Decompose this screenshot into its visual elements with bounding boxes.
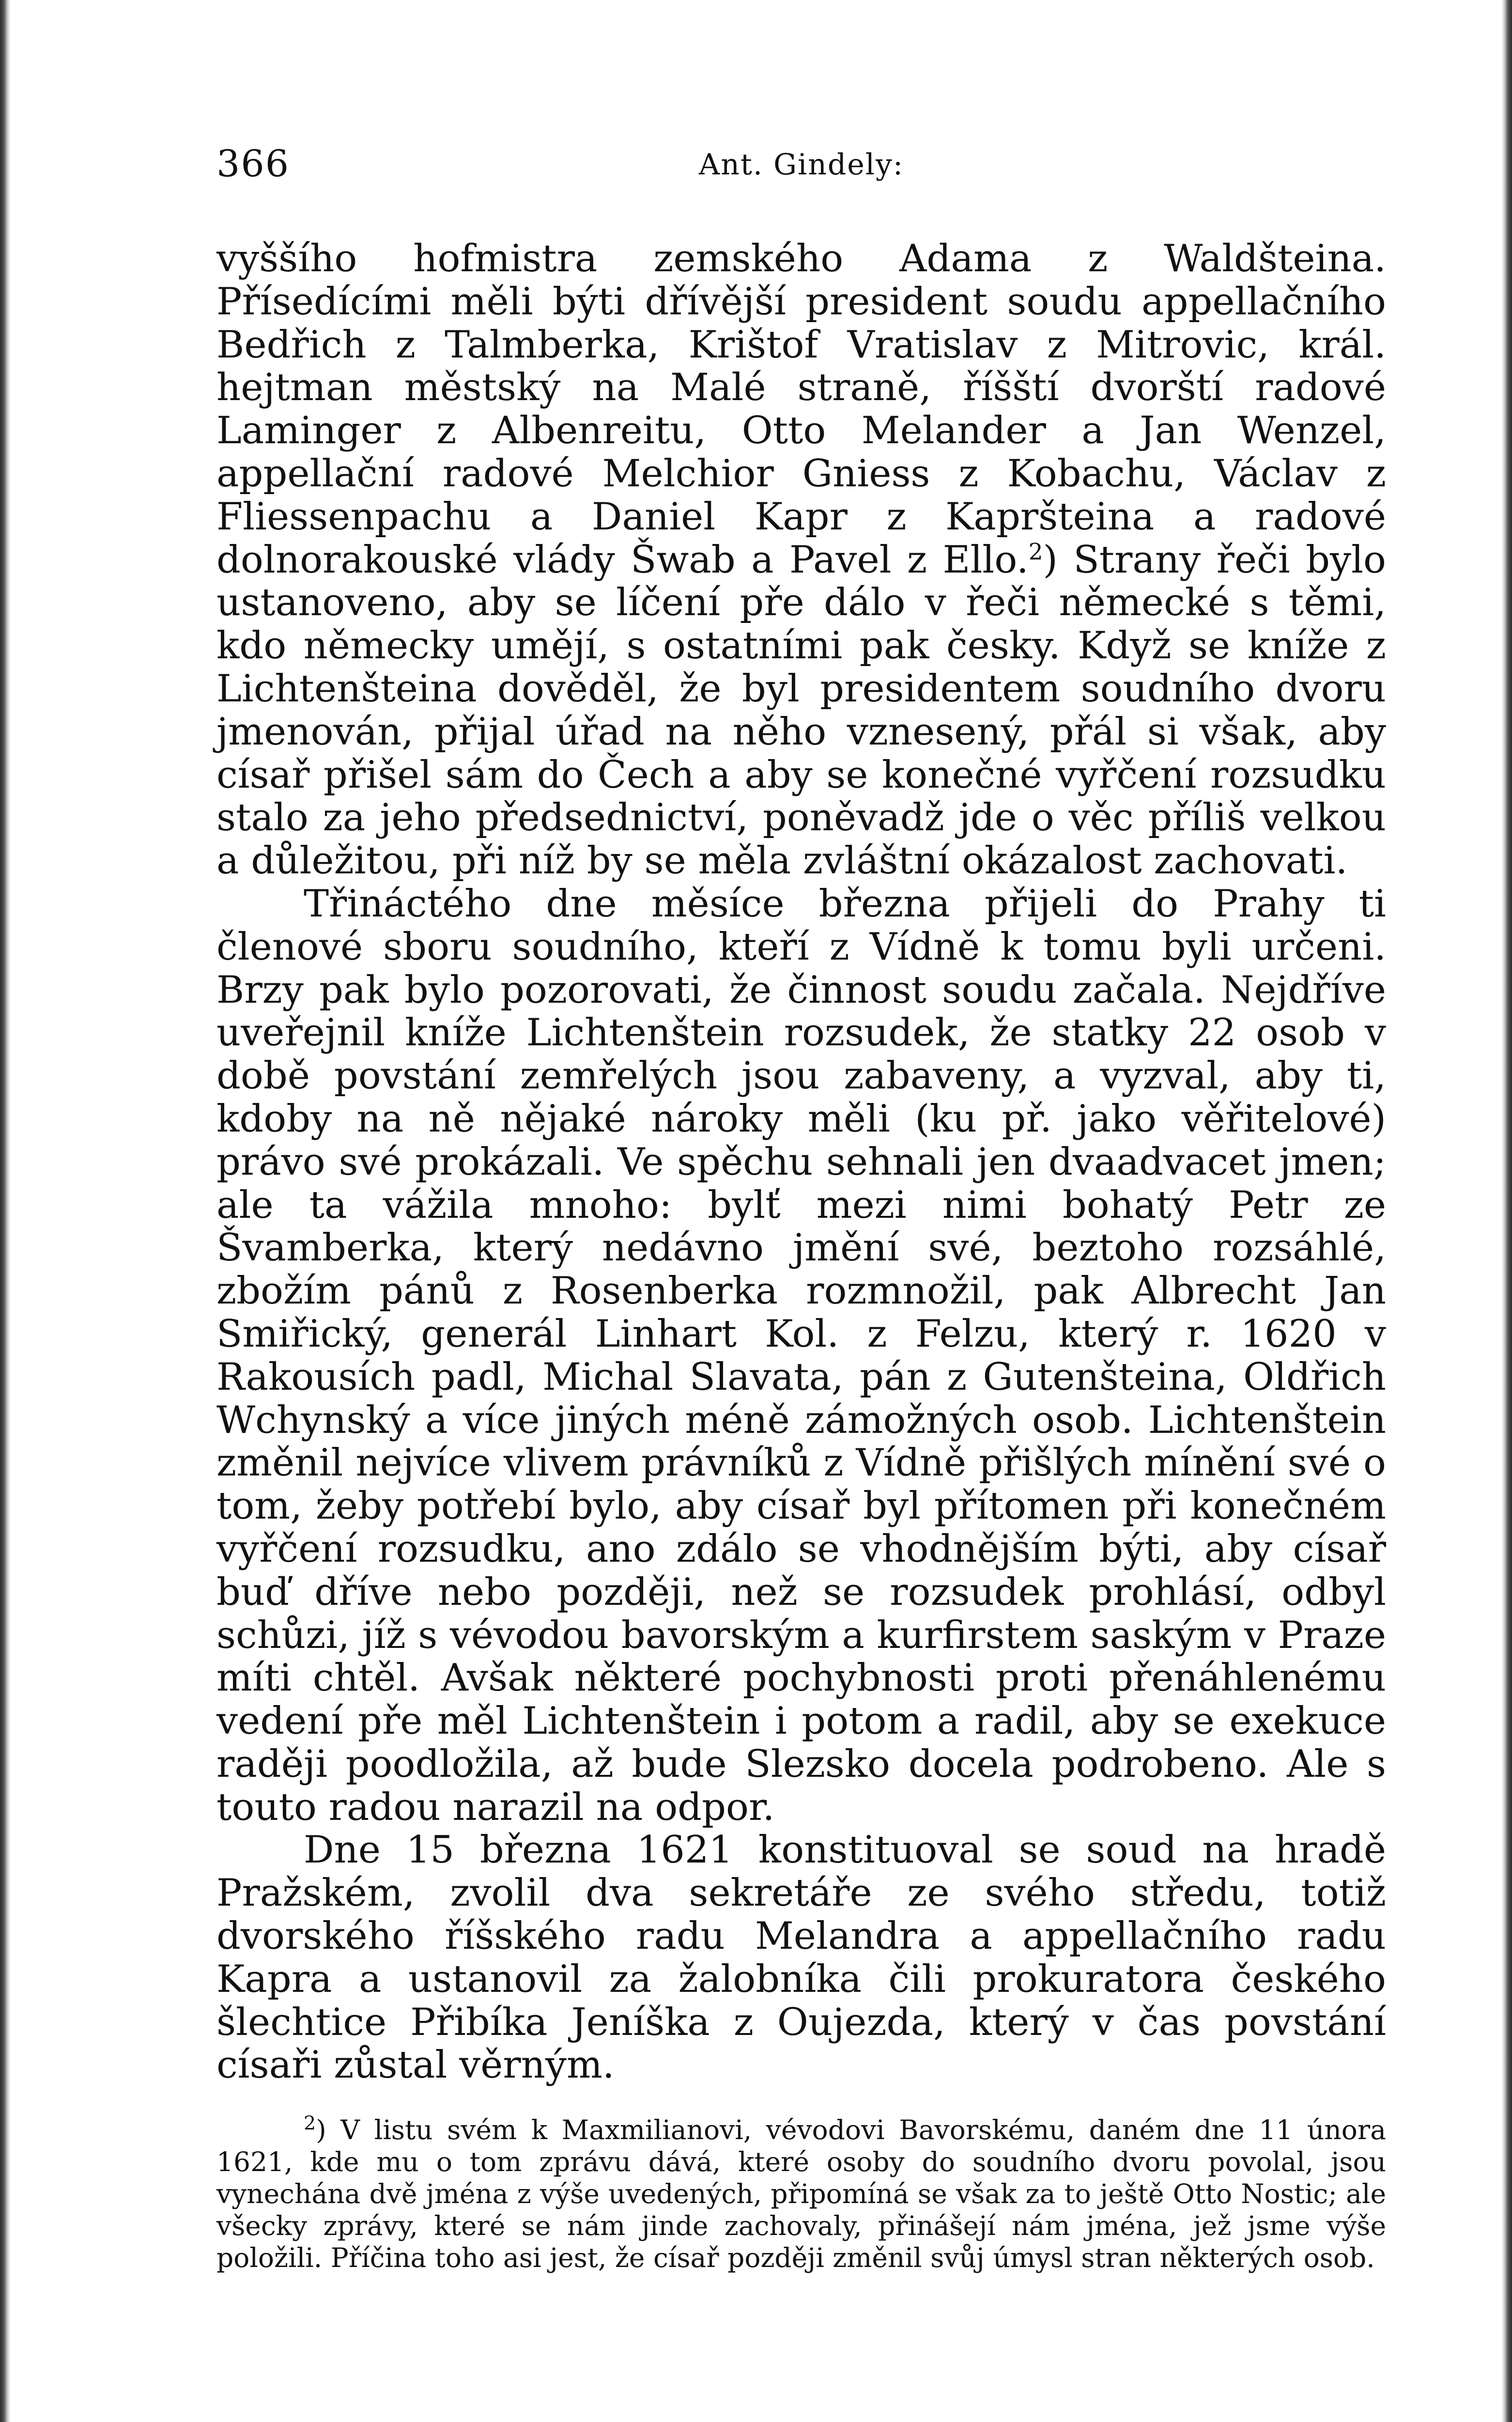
paragraph-2: Třináctého dne měsíce března přijeli do Prahy ti členové sboru soudního, kteří z Vídně k tomu byli určeni. Brzy pak bylo pozorovati, že činnost soudu začala. Nejdříve uveřejnil kníže Lichtenštein rozsudek, že statky 22 osob v době povstání zemřelých jsou zabaveny, a vyzval, aby ti, kdoby na ně nějaké nároky měli (ku př. jako věřitelové) právo své prokázali. Ve spěchu sehnali jen dvaadvacet jmen; ale ta vážila mnoho: bylť mezi nimi bohatý Petr ze Švamberka, který nedávno jmění své, beztoho rozsáhlé, zbožím pánů z Rosenberka rozmnožil, pak Albrecht Jan Smiřický, generál Linhart Kol. z Felzu, který r. 1620 v Rakousích padl, Michal Slavata, pán z Gutenšteina, Oldřich Wchynský a více jiných méně zámožných osob. Lichtenštein změnil nejvíce vlivem právníků z Vídně přišlých mínění své o tom, žeby potřebí bylo, aby císař byl přítomen při konečném vyřčení rozsudku, ano zdálo se vhodnějším býti, aby císař buď dříve nebo později, než se rozsudek prohlásí, odbyl schůzi, jíž s vévodou bavorským a kurfirstem saským v Praze míti chtěl. Avšak některé pochybnosti proti přenáhlenému vedení pře měl Lichtenštein i potom a radil, aby se exekuce raději poodložila, až bude Slezsko docela podrobeno. Ale s touto radou narazil na odpor. bbox=[216, 882, 1386, 1829]
running-head bbox=[216, 131, 1386, 184]
paragraph-1 bbox=[216, 237, 1386, 883]
footnote-text: ) V listu svém k Maxmilianovi, vévodovi Bavorskému, daném dne 11 února 1621, kde mu o tom zprávu dává, které osoby do soudního dvoru povolal, jsou vynechána dvě jména z výše uvedených, připomíná se však za to ještě Otto Nostic; ale všecky zprávy, které se nám jinde zachovaly, přinášejí nám jména, jež jsme výše položili. Příčina toho asi jest, že císař později změnil svůj úmysl stran některých osob. bbox=[216, 2114, 1386, 2274]
scan-right-edge bbox=[1501, 0, 1512, 2422]
paragraph-1-text-b: ) Strany řeči bylo ustanoveno, aby se líčení pře dálo v řeči německé s těmi, kdo německy umějí, s ostatními pak česky. Když se kníže z Lichtenšteina dověděl, že byl presidentem soudního dvoru jmenován, přijal úřad na něho vznesený, přál si však, aby císař přišel sám do Čech a aby se konečné vyřčení rozsudku stalo za jeho předsednictví, poněvadž jde o věc příliš velkou a důležitou, při níž by se měla zvláštní okázalost zachovati. bbox=[216, 538, 1386, 883]
book-page bbox=[216, 131, 1386, 2274]
footnotes bbox=[216, 2114, 1386, 2274]
paragraph-3: Dne 15 března 1621 konstituoval se soud na hradě Pražském, zvolil dva sekretáře ze svého středu, totiž dvorského říšského radu Melandra a appellačního radu Kapra a ustanovil za žalobníka čili prokuratora českého šlechtice Přibíka Jeníška z Oujezda, který v čas povstání císaři zůstal věrným. bbox=[216, 1828, 1386, 2087]
paragraph-1-text-a: vyššího hofmistra zemského Adama z Waldšteina. Přísedícími měli býti dřívější president soudu appellačního Bedřich z Talmberka, Krištof Vratislav z Mitrovic, král. hejtman městský na Malé straně, říšští dvorští radové Laminger z Albenreitu, Otto Melander a Jan Wenzel, appellační radové Melchior Gniess z Kobachu, Václav z Fliessenpachu a Daniel Kapr z Kapršteina a radové dolnorakouské vlády Šwab a Pavel z Ello. bbox=[216, 237, 1386, 582]
running-title: Ant. Gindely: bbox=[698, 148, 904, 182]
footnote-2 bbox=[216, 2114, 1386, 2274]
body-text bbox=[216, 237, 1386, 2087]
footnote-reference: 2 bbox=[1028, 539, 1043, 565]
footnote-marker: 2 bbox=[304, 2112, 316, 2135]
scan-left-edge bbox=[0, 0, 11, 2422]
page-number: 366 bbox=[216, 142, 290, 185]
